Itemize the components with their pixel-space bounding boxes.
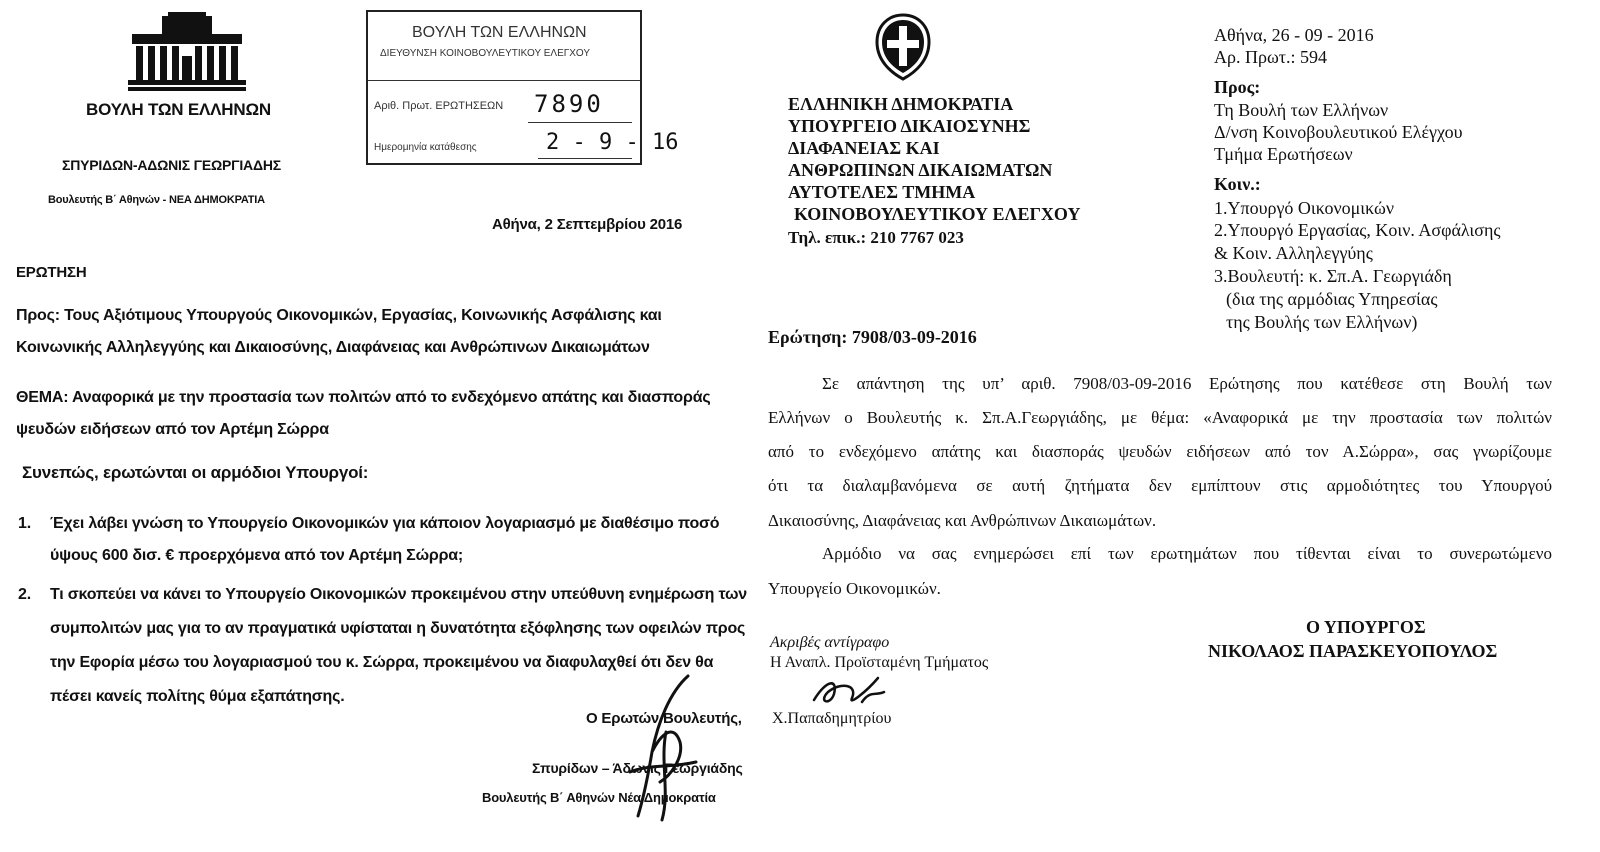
- greek-coat-of-arms-icon: [872, 12, 934, 82]
- official-signature: [808, 672, 888, 710]
- cc-4: 3.Βουλευτή: κ. Σπ.Α. Γεωργιάδη: [1214, 266, 1452, 286]
- recipients-line-2: Κοινωνικής Αλληλεγγύης και Δικαιοσύνης, Διαφάνειας και Ανθρώπινων Δικαιωμάτων: [16, 339, 650, 356]
- mp-signature: [600, 672, 710, 822]
- cc-6: της Βουλής των Ελλήνων): [1226, 312, 1418, 332]
- question-1-line-2: ύψους 600 δισ. € προερχόμενα από τον Αρτέμη Σώρρα;: [50, 547, 464, 564]
- subject-line-2: ψευδών ειδήσεων από τον Αρτέμη Σώρρα: [16, 421, 329, 438]
- reply-body-line-1: Σε απάντηση της υπ’ αριθ. 7908/03-09-2016 Ερώτησης που κατέθεσε στη Βουλή των: [822, 374, 1552, 393]
- reply-date: Αθήνα, 26 - 09 - 2016: [1214, 25, 1374, 45]
- minister-title: Ο ΥΠΟΥΡΓΟΣ: [1306, 617, 1426, 637]
- minister-name: ΝΙΚΟΛΑΟΣ ΠΑΡΑΣΚΕΥΟΠΟΥΛΟΣ: [1208, 641, 1498, 661]
- institution-name: ΒΟΥΛΗ ΤΩΝ ΕΛΛΗΝΩΝ: [86, 100, 271, 119]
- signer-role: Βουλευτής Β΄ Αθηνών Νέα Δημοκρατία: [482, 790, 716, 805]
- header-ministry: ΥΠΟΥΡΓΕΙΟ ΔΙΚΑΙΟΣΥΝΗΣ: [788, 116, 1031, 136]
- header-department: ΑΥΤΟΤΕΛΕΣ ΤΜΗΜΑ: [788, 182, 976, 202]
- parliamentary-question-document: [0, 0, 780, 852]
- signer-name: Σπυρίδων – Άδωνις Γεωργιάδης: [532, 760, 743, 776]
- reply-body-line-3: από το ενδεχόμενο απάτης και διασποράς ψευδών ειδήσεων από τον Α.Σώρρα», σας γνωρίζουμε: [768, 442, 1552, 461]
- question-1-line-1: Έχει λάβει γνώση το Υπουργείο Οικονομικών για κάποιον λογαριασμό με διαθέσιμο ποσό: [50, 515, 720, 532]
- question-1-number: 1.: [18, 515, 31, 532]
- stamp-protocol-label: Αριθ. Πρωτ. ΕΡΩΤΗΣΕΩΝ: [374, 100, 504, 112]
- stamp-date-label: Ημερομηνία κατάθεσης: [374, 142, 477, 153]
- stamp-title: ΒΟΥΛΗ ΤΩΝ ΕΛΛΗΝΩΝ: [412, 24, 587, 41]
- receipt-stamp: [366, 10, 679, 165]
- recipients-line-1: Προς: Τους Αξιότιμους Υπουργούς Οικονομικών, Εργασίας, Κοινωνικής Ασφάλισης και: [16, 307, 662, 324]
- cc-label: Κοιν.:: [1214, 174, 1261, 194]
- certified-copy-official: Η Αναπλ. Προϊσταμένη Τμήματος: [770, 654, 989, 671]
- certified-copy-label: Ακριβές αντίγραφο: [770, 634, 890, 651]
- cc-5: (δια της αρμόδιας Υπηρεσίας: [1226, 289, 1438, 309]
- subject-line-1: ΘΕΜΑ: Αναφορικά με την προστασία των πολιτών από το ενδεχόμενο απάτης και διασποράς: [16, 389, 711, 406]
- question-2-line-4: πέσει κανείς πολίτης θύμα εξαπάτησης.: [50, 688, 345, 705]
- reply-body-line-7: Υπουργείο Οικονομικών.: [768, 579, 941, 598]
- question-reference: Ερώτηση: 7908/03-09-2016: [768, 327, 977, 347]
- signer-title: Ο Ερωτών Βουλευτής,: [586, 710, 742, 727]
- recipient-2: Δ/νση Κοινοβουλευτικού Ελέγχου: [1214, 122, 1463, 142]
- stamp-subtitle: ΔΙΕΥΘΥΝΣΗ ΚΟΙΝΟΒΟΥΛΕΥΤΙΚΟΥ ΕΛΕΓΧΟΥ: [380, 48, 591, 59]
- cc-2: 2.Υπουργό Εργασίας, Κοιν. Ασφάλισης: [1214, 220, 1501, 240]
- reply-protocol-number: Αρ. Πρωτ.: 594: [1214, 47, 1328, 67]
- questions-intro: Συνεπώς, ερωτώνται οι αρμόδιοι Υπουργοί:: [22, 463, 369, 482]
- header-ministry-cont-2: ΑΝΘΡΩΠΙΝΩΝ ΔΙΚΑΙΩΜΑΤΩΝ: [788, 160, 1053, 180]
- document-type: ΕΡΩΤΗΣΗ: [16, 264, 87, 281]
- stamp-date-value: 2 - 9 - 16: [546, 130, 679, 155]
- question-date: Αθήνα, 2 Σεπτεμβρίου 2016: [492, 216, 683, 233]
- reply-body-line-6: Αρμόδιο να σας ενημερώσει επί των ερωτημάτων που τίθενται είναι το συνερωτώμενο: [822, 544, 1552, 563]
- question-2-line-1: Τι σκοπεύει να κάνει το Υπουργείο Οικονομικών προκειμένου στην υπεύθυνη ενημέρωση των: [50, 586, 747, 603]
- parliament-building-emblem: [128, 12, 246, 92]
- stamp-protocol-number: 7890: [534, 90, 604, 118]
- reply-body-line-5: Δικαιοσύνης, Διαφάνειας και Ανθρώπινων Δικαιωμάτων.: [768, 511, 1157, 530]
- reply-body-line-4: ότι τα διαλαμβανόμενα σε αυτή ζητήματα δεν εμπίπτουν στις αρμοδιότητες του Υπουργού: [768, 476, 1552, 495]
- certified-copy-name: Χ.Παπαδημητρίου: [772, 710, 892, 727]
- recipient-1: Τη Βουλή των Ελλήνων: [1214, 100, 1389, 120]
- header-ministry-cont: ΔΙΑΦΑΝΕΙΑΣ ΚΑΙ: [788, 138, 940, 158]
- reply-body-line-2: Ελλήνων ο Βουλευτής κ. Σπ.Α.Γεωργιάδης, με θέμα: «Αναφορικά με την προστασία των πολιτών: [768, 408, 1552, 427]
- cc-1: 1.Υπουργό Οικονομικών: [1214, 198, 1394, 218]
- recipients-label: Προς:: [1214, 77, 1261, 97]
- question-2-line-3: την Εφορία μέσω του λογαριασμού του κ. Σώρρα, προκειμένου να διαφυλαχθεί ότι δεν θα: [50, 654, 714, 671]
- mp-name: ΣΠΥΡΙΔΩΝ-ΑΔΩΝΙΣ ΓΕΩΡΓΙΑΔΗΣ: [62, 157, 281, 173]
- header-department-cont: ΚΟΙΝΟΒΟΥΛΕΥΤΙΚΟΥ ΕΛΕΓΧΟΥ: [794, 204, 1081, 224]
- header-state: ΕΛΛΗΝΙΚΗ ΔΗΜΟΚΡΑΤΙΑ: [788, 94, 1014, 114]
- question-2-line-2: συμπολιτών μας για το αν πραγματικά υφίσταται η δυνατότητα εξόφλησης των οφειλών προς: [50, 620, 746, 637]
- mp-role: Βουλευτής Β΄ Αθηνών - ΝΕΑ ΔΗΜΟΚΡΑΤΙΑ: [48, 194, 265, 206]
- header-phone: Τηλ. επικ.: 210 7767 023: [788, 228, 964, 247]
- cc-3: & Κοιν. Αλληλεγγύης: [1214, 243, 1373, 263]
- question-2-number: 2.: [18, 586, 31, 603]
- recipient-3: Τμήμα Ερωτήσεων: [1214, 144, 1353, 164]
